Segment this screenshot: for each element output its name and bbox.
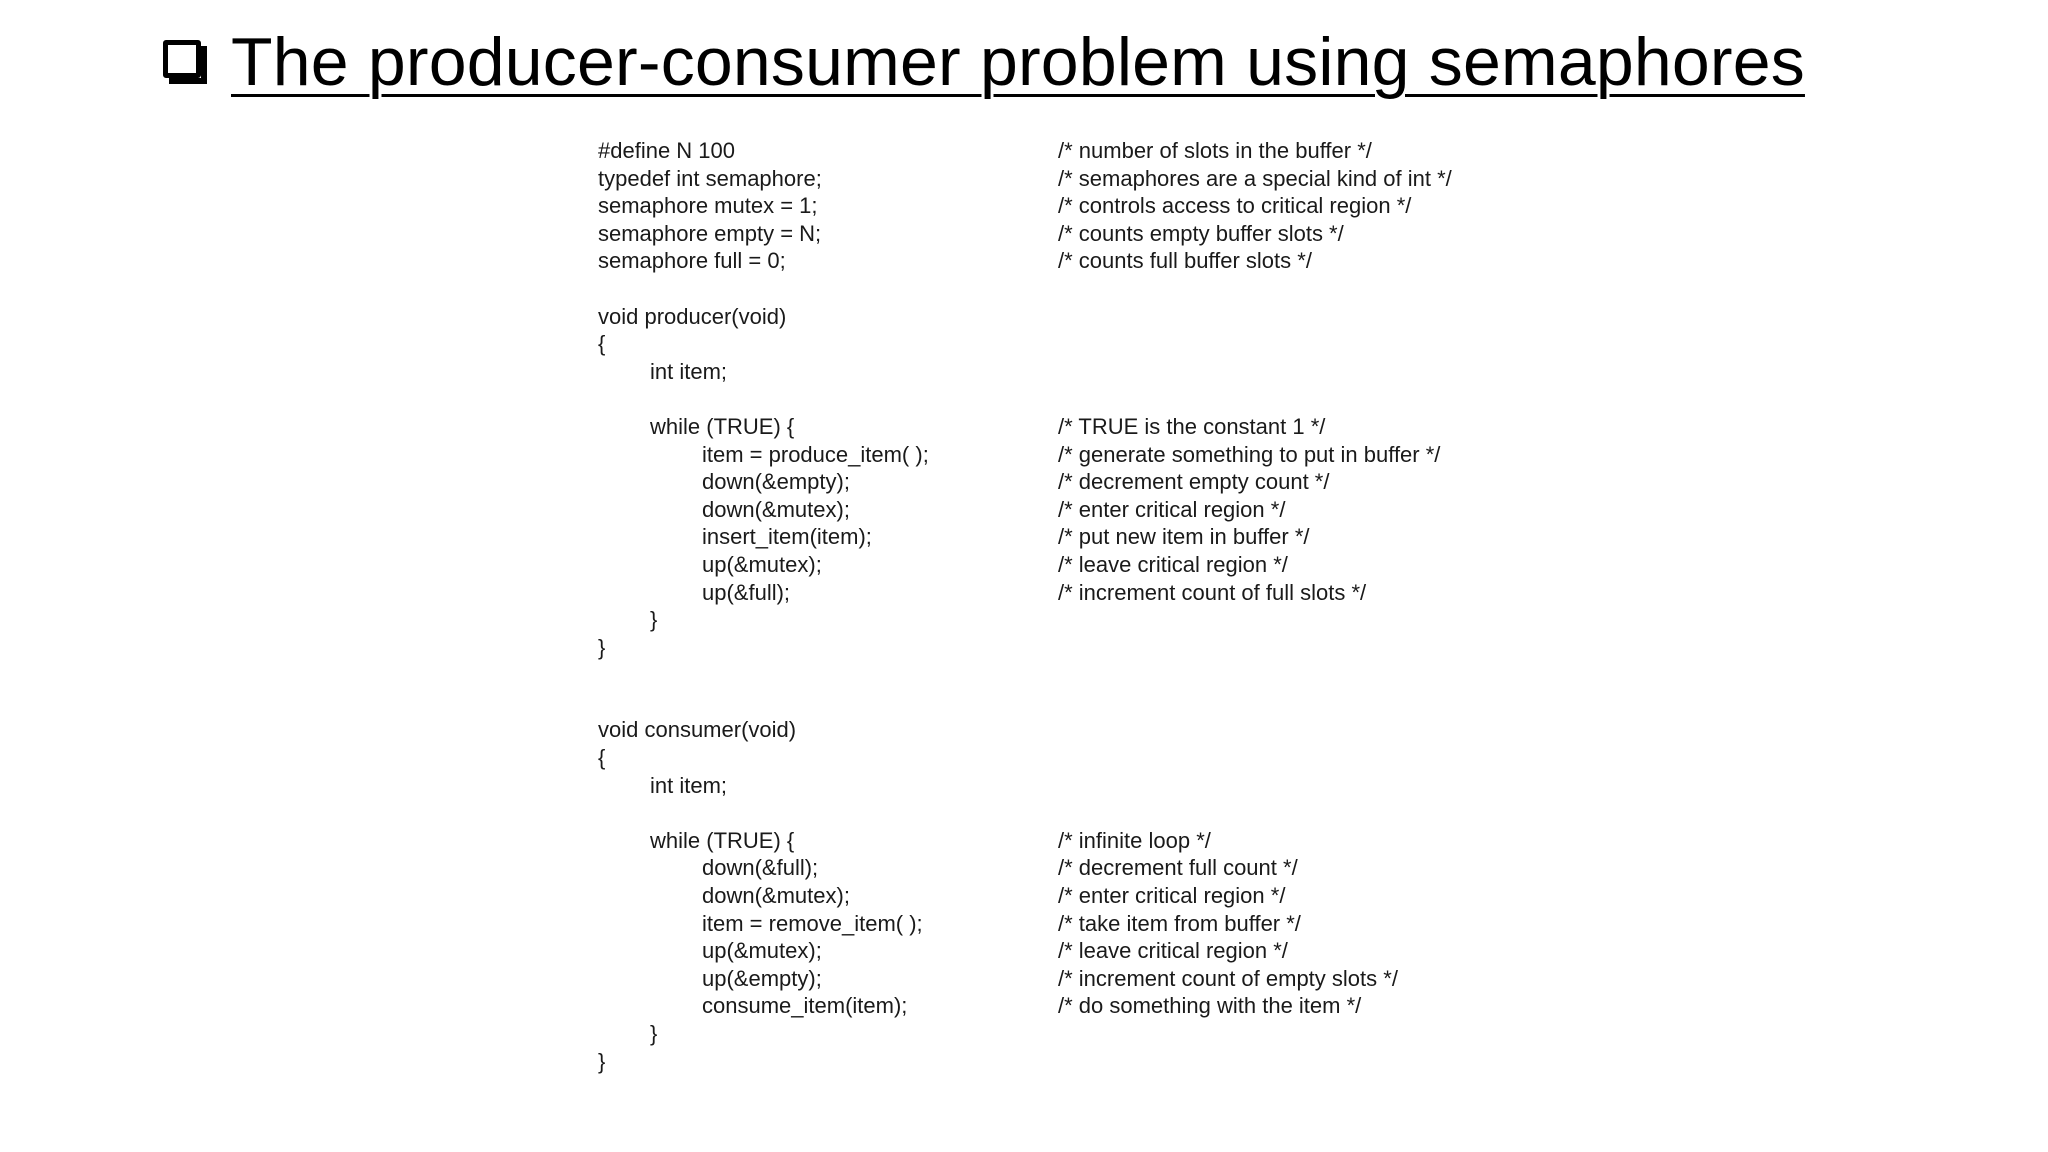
code-text: down(&empty);	[702, 469, 850, 495]
code-line	[598, 330, 1598, 358]
code-line	[598, 137, 1598, 165]
code-text: {	[598, 745, 606, 771]
code-text: semaphore mutex = 1;	[598, 193, 818, 219]
code-text: down(&mutex);	[702, 496, 850, 522]
code-line	[598, 551, 1598, 579]
code-text: int item;	[650, 358, 728, 384]
code-line	[598, 716, 1598, 744]
code-text: void producer(void)	[598, 303, 787, 329]
code-comment: /* controls access to critical region */	[1058, 193, 1412, 219]
code-line	[598, 192, 1598, 220]
code-comment: /* infinite loop */	[1058, 827, 1211, 853]
code-text: up(&full);	[702, 579, 791, 605]
code-line	[598, 220, 1598, 248]
code-line	[598, 634, 1598, 662]
code-line	[598, 744, 1598, 772]
code-line	[598, 772, 1598, 800]
code-text: typedef int semaphore;	[598, 165, 822, 191]
code-text: consume_item(item);	[702, 993, 908, 1019]
code-line	[598, 358, 1598, 386]
code-comment: /* take item from buffer */	[1058, 910, 1301, 936]
code-comment: /* counts full buffer slots */	[1058, 248, 1312, 274]
code-text: semaphore empty = N;	[598, 220, 822, 246]
code-comment: /* do something with the item */	[1058, 993, 1362, 1019]
code-line	[598, 882, 1598, 910]
code-comment: /* increment count of empty slots */	[1058, 965, 1398, 991]
code-comment: /* enter critical region */	[1058, 496, 1286, 522]
code-text: while (TRUE) {	[650, 413, 795, 439]
code-line	[598, 468, 1598, 496]
code-line	[598, 165, 1598, 193]
code-comment: /* TRUE is the constant 1 */	[1058, 413, 1326, 439]
code-comment: /* increment count of full slots */	[1058, 579, 1367, 605]
code-comment: /* put new item in buffer */	[1058, 524, 1310, 550]
code-line	[598, 827, 1598, 855]
code-line	[598, 247, 1598, 275]
slide-title-row	[163, 22, 1805, 102]
code-line	[598, 661, 1598, 689]
code-text: #define N 100	[598, 138, 735, 163]
code-line	[598, 275, 1598, 303]
code-comment: /* leave critical region */	[1058, 938, 1288, 964]
code-comment: /* enter critical region */	[1058, 883, 1286, 909]
code-line	[598, 799, 1598, 827]
code-comment: /* number of slots in the buffer */	[1058, 138, 1372, 163]
code-text: }	[598, 634, 606, 660]
code-line	[598, 937, 1598, 965]
code-text: while (TRUE) {	[650, 827, 795, 853]
code-listing	[598, 137, 1598, 1075]
code-text: up(&empty);	[702, 965, 822, 991]
code-text: {	[598, 331, 606, 357]
code-line	[598, 992, 1598, 1020]
code-text: down(&mutex);	[702, 883, 850, 909]
code-comment: /* generate something to put in buffer */	[1058, 441, 1441, 467]
code-comment: /* decrement empty count */	[1058, 469, 1330, 495]
code-comment: /* decrement full count */	[1058, 855, 1298, 881]
code-line	[598, 854, 1598, 882]
page-title: The producer-consumer problem using semaphores	[231, 24, 1805, 100]
code-line	[598, 441, 1598, 469]
code-line	[598, 413, 1598, 441]
code-text: item = remove_item( );	[702, 910, 923, 936]
code-comment: /* semaphores are a special kind of int */	[1058, 165, 1452, 191]
code-text: item = produce_item( );	[702, 441, 929, 467]
code-text: }	[598, 1048, 606, 1074]
code-text: void consumer(void)	[598, 717, 797, 743]
code-line	[598, 303, 1598, 331]
code-line	[598, 496, 1598, 524]
code-text: up(&mutex);	[702, 938, 822, 964]
code-line	[598, 689, 1598, 717]
code-text: }	[650, 1021, 658, 1046]
code-text: insert_item(item);	[702, 524, 872, 550]
code-comment: /* leave critical region */	[1058, 551, 1288, 577]
code-line	[598, 606, 1598, 634]
code-text: int item;	[650, 772, 728, 798]
code-text: up(&mutex);	[702, 551, 822, 577]
code-line	[598, 910, 1598, 938]
code-line	[598, 965, 1598, 993]
code-line	[598, 579, 1598, 607]
code-text: semaphore full = 0;	[598, 248, 786, 274]
checkbox-bullet-icon	[163, 40, 207, 84]
code-text: down(&full);	[702, 855, 819, 881]
code-comment: /* counts empty buffer slots */	[1058, 220, 1344, 246]
code-line	[598, 523, 1598, 551]
code-line	[598, 1020, 1598, 1048]
code-text: }	[650, 607, 658, 633]
code-line	[598, 1048, 1598, 1076]
code-line	[598, 385, 1598, 413]
